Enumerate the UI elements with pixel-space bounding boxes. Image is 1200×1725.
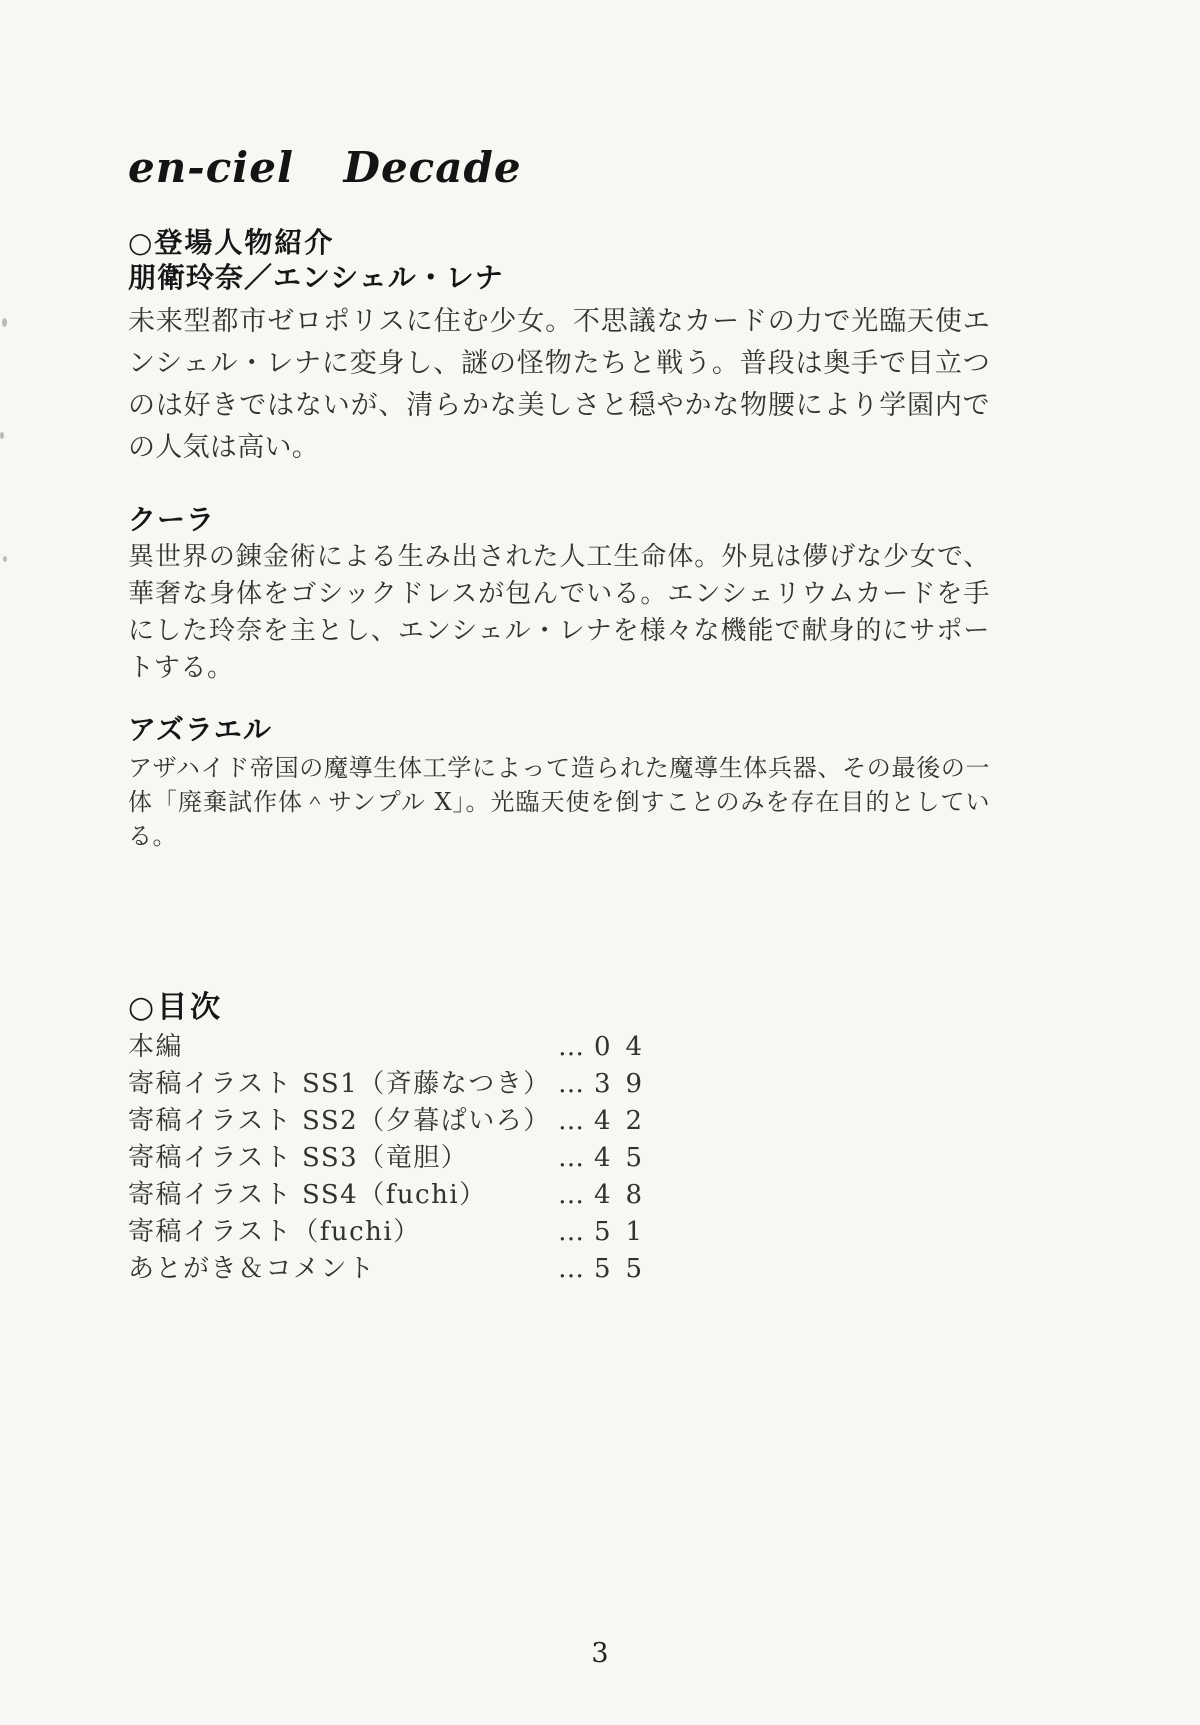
toc-leader: … <box>558 1069 584 1099</box>
toc-leader: … <box>558 1254 584 1284</box>
page-content <box>128 143 990 1288</box>
toc-row <box>128 1066 990 1103</box>
toc-row <box>128 1251 990 1288</box>
character-name: アズラエル <box>128 713 272 746</box>
toc-page-number: 51 <box>594 1217 658 1247</box>
toc-item-label: あとがき＆コメント <box>128 1254 376 1284</box>
toc-leader: … <box>558 1106 584 1136</box>
toc-row <box>128 1029 990 1066</box>
toc-page-cell <box>558 1029 657 1066</box>
scan-artifact <box>2 318 7 327</box>
toc-heading: ○目次 <box>128 990 224 1025</box>
toc-page-number: 45 <box>594 1143 658 1173</box>
toc-row <box>128 1103 990 1140</box>
toc-page-number: 04 <box>594 1032 658 1062</box>
character-entry <box>128 261 990 469</box>
toc-page-cell <box>558 1177 657 1214</box>
character-entry <box>128 713 990 853</box>
toc-item-label: 寄稿イラスト（fuchi） <box>128 1217 421 1247</box>
toc-leader: … <box>558 1143 584 1173</box>
page-title: en-ciel Decade <box>128 143 522 192</box>
toc-page-number: 55 <box>594 1254 658 1284</box>
toc-page-cell <box>558 1066 657 1103</box>
toc-leader: … <box>558 1032 584 1062</box>
character-entry <box>128 503 990 687</box>
page-number-footer: 3 <box>591 1638 609 1669</box>
toc-row <box>128 1214 990 1251</box>
toc-page-cell <box>558 1214 657 1251</box>
toc-leader: … <box>558 1217 584 1247</box>
toc-leader: … <box>558 1180 584 1210</box>
toc-page-number: 48 <box>594 1180 658 1210</box>
toc-page-cell <box>558 1140 657 1177</box>
toc-page-number: 42 <box>594 1106 658 1136</box>
toc-row <box>128 1140 990 1177</box>
section-heading-characters: ○登場人物紹介 <box>128 226 335 259</box>
toc-page-cell <box>558 1103 657 1140</box>
toc-row <box>128 1177 990 1214</box>
character-description: 未来型都市ゼロポリスに住む少女。不思議なカードの力で光臨天使エンシェル・レナに変身し、謎の怪物たちと戦う。普段は奥手で目立つのは好きではないが、清らかな美しさと穏やかな物腰により学園内での人気は高い。 <box>128 306 990 463</box>
toc-item-label: 寄稿イラスト SS3（竜胆） <box>128 1143 469 1173</box>
character-name: クーラ <box>128 503 216 536</box>
toc <box>128 1029 990 1288</box>
toc-item-label: 寄稿イラスト SS1（斉藤なつき） <box>128 1069 551 1099</box>
toc-item-label: 寄稿イラスト SS4（fuchi） <box>128 1180 487 1210</box>
character-description: アザハイド帝国の魔導生体工学によって造られた魔導生体兵器、その最後の一体「廃棄試作体＾サンプル X」。光臨天使を倒すことのみを存在目的としている。 <box>128 754 990 850</box>
scan-artifact <box>3 556 7 562</box>
toc-item-label: 寄稿イラスト SS2（夕暮ぱいろ） <box>128 1106 551 1136</box>
character-name: 朋衛玲奈／エンシェル・レナ <box>128 261 504 294</box>
toc-item-label: 本編 <box>128 1032 184 1062</box>
toc-page-cell <box>558 1251 657 1288</box>
toc-page-number: 39 <box>594 1069 658 1099</box>
character-description: 異世界の錬金術による生み出された人工生命体。外見は儚げな少女で、華奢な身体をゴシックドレスが包んでいる。エンシェリウムカードを手にした玲奈を主とし、エンシェル・レナを様々な機能で献身的にサポートする。 <box>128 542 990 683</box>
scan-artifact <box>0 432 4 439</box>
